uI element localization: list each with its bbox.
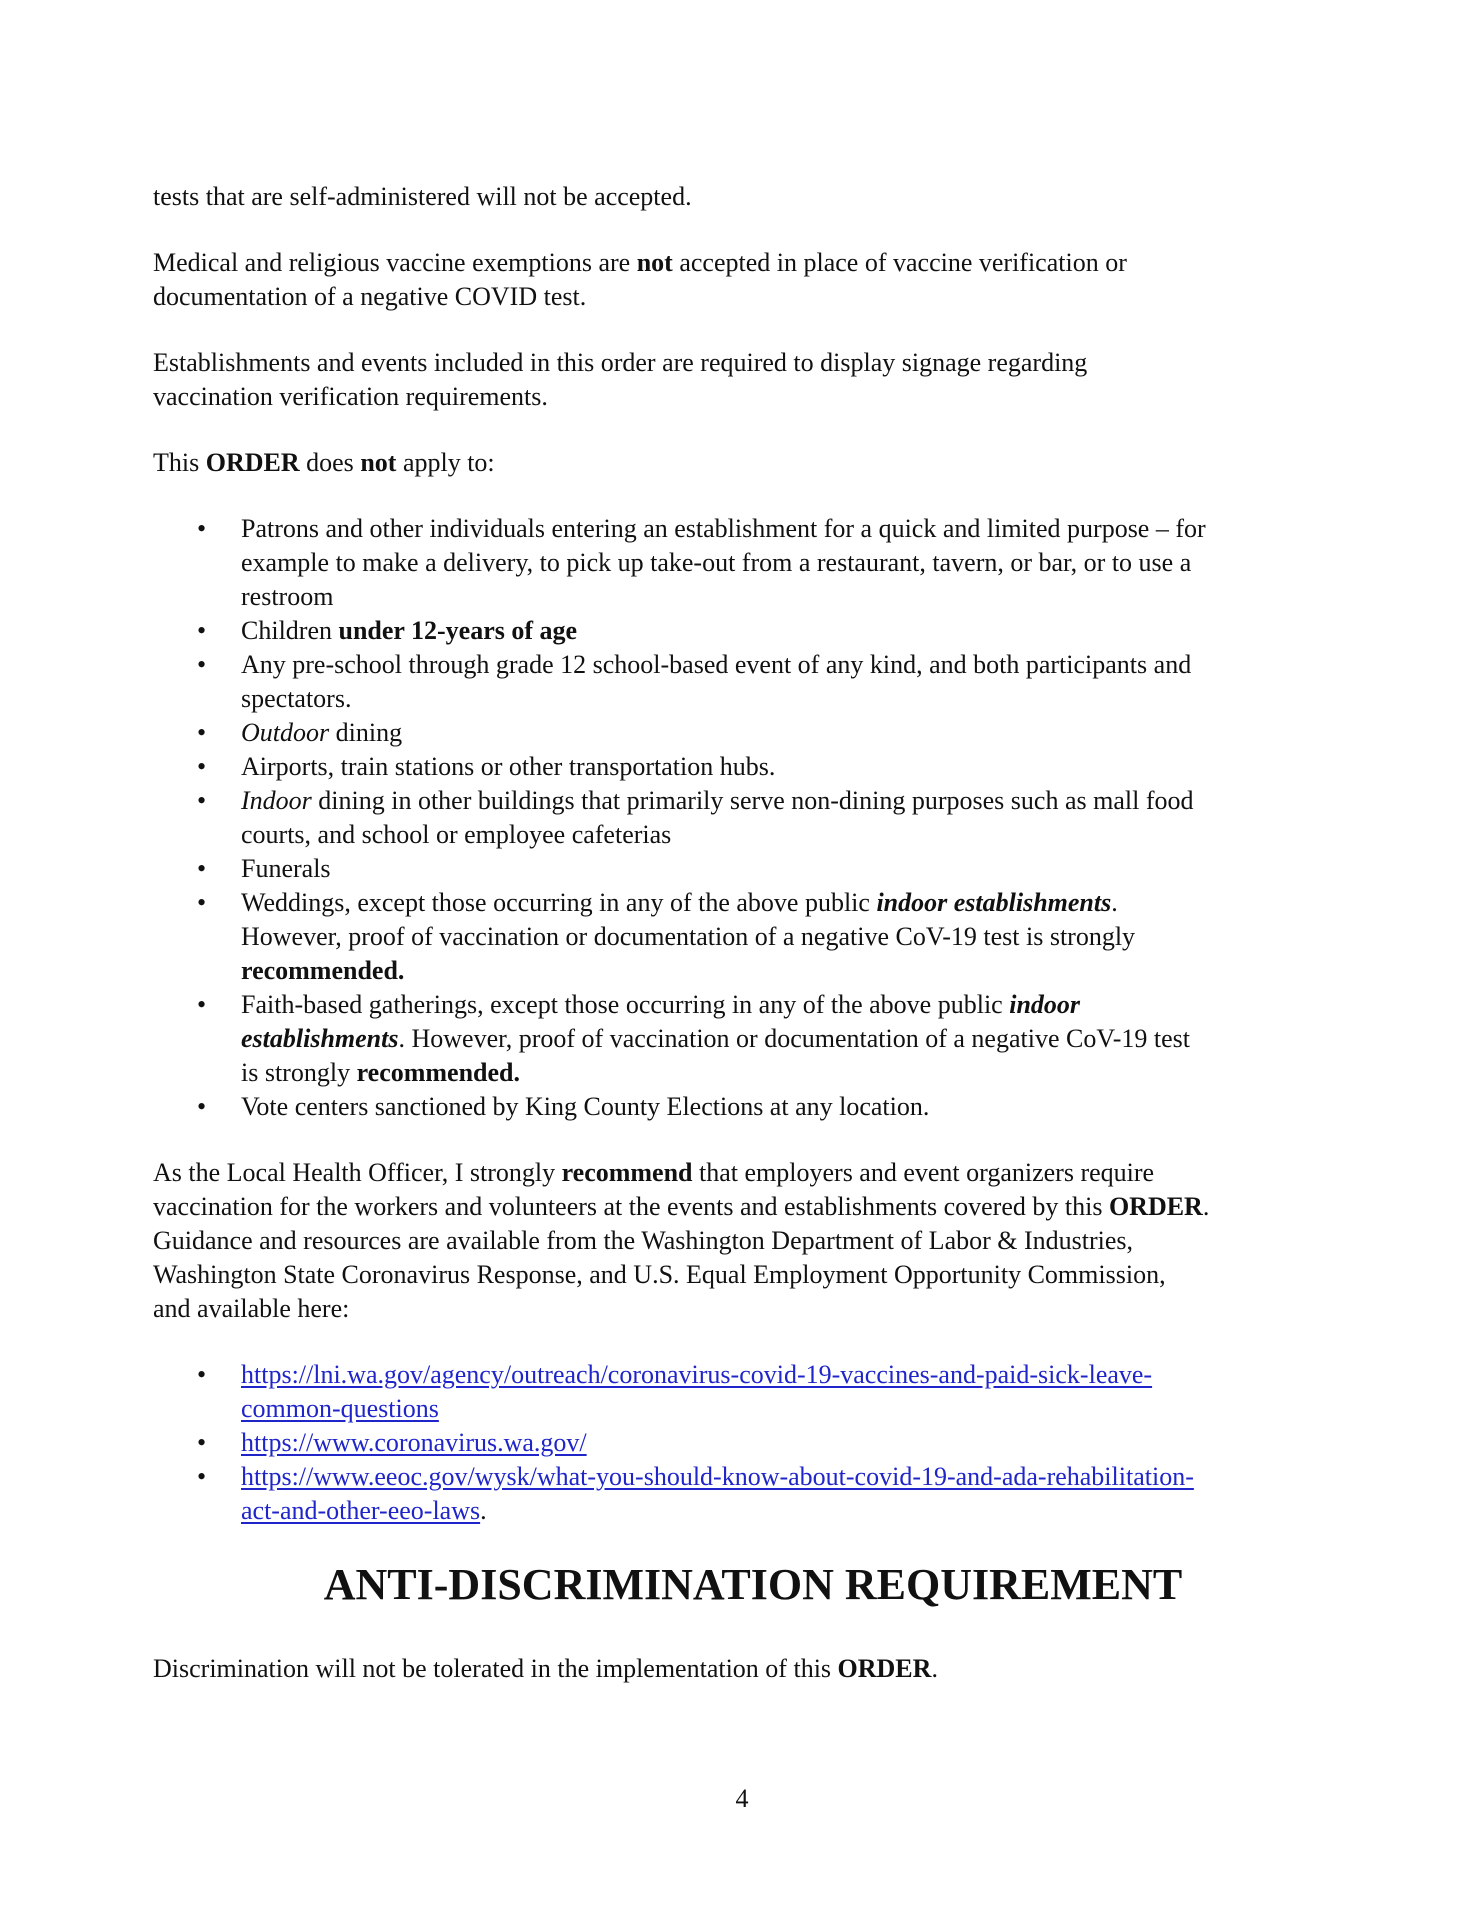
bold-text: recommended. bbox=[356, 1058, 521, 1087]
list-item bbox=[153, 988, 1353, 1090]
link-text: act-and-other-eeo-laws bbox=[241, 1496, 481, 1525]
list-item bbox=[153, 1358, 1353, 1426]
text-span: This bbox=[153, 448, 206, 477]
resource-link-list bbox=[153, 1358, 1353, 1528]
text-span: spectators. bbox=[241, 684, 352, 713]
bold-italic-text: indoor bbox=[1009, 990, 1081, 1019]
bullet-icon: • bbox=[197, 1360, 207, 1389]
bold-italic-text: indoor establishments bbox=[876, 888, 1112, 917]
list-item bbox=[153, 512, 1353, 614]
bold-italic-text: establishments bbox=[241, 1024, 399, 1053]
list-item bbox=[153, 886, 1353, 988]
list-item bbox=[153, 648, 1353, 716]
link-lni-vaccines[interactable] bbox=[241, 1360, 1152, 1423]
text-span: that employers and event organizers require bbox=[692, 1158, 1155, 1187]
text-span: does bbox=[299, 448, 361, 477]
list-item bbox=[153, 750, 1353, 784]
text-span: Weddings, except those occurring in any of the above public bbox=[241, 888, 877, 917]
link-eeoc[interactable] bbox=[241, 1462, 1194, 1525]
bullet-icon: • bbox=[197, 888, 207, 917]
list-item bbox=[153, 1090, 1353, 1124]
text-span: courts, and school or employee cafeterias bbox=[241, 820, 672, 849]
paragraph-discrimination bbox=[153, 1652, 1353, 1686]
link-text: common-questions bbox=[241, 1394, 439, 1423]
bullet-icon: • bbox=[197, 1462, 207, 1491]
text-span: apply to: bbox=[396, 448, 495, 477]
list-item bbox=[153, 1460, 1353, 1528]
bullet-icon: • bbox=[197, 650, 207, 679]
bullet-icon: • bbox=[197, 514, 207, 543]
text-span: However, proof of vaccination or documentation of a negative CoV-19 test is strongly bbox=[241, 922, 1136, 951]
link-text: https://lni.wa.gov/agency/outreach/coronavirus-covid-19-vaccines-and-paid-sick-leave- bbox=[241, 1360, 1153, 1389]
bullet-icon: • bbox=[197, 786, 207, 815]
bullet-icon: • bbox=[197, 616, 207, 645]
text-span: Guidance and resources are available from the Washington Department of Labor & Industries, bbox=[153, 1226, 1134, 1255]
section-heading: ANTI-DISCRIMINATION REQUIREMENT bbox=[323, 1560, 1183, 1609]
paragraph-exemptions-not-accepted bbox=[153, 246, 1353, 314]
link-coronavirus-wa[interactable]: https://www.coronavirus.wa.gov/ bbox=[241, 1428, 587, 1457]
bullet-icon: • bbox=[197, 1428, 207, 1457]
text-span: As the Local Health Officer, I strongly bbox=[153, 1158, 562, 1187]
bullet-icon: • bbox=[197, 718, 207, 747]
text-span: Establishments and events included in this order are required to display signage regarding bbox=[153, 348, 1088, 377]
text-span: Patrons and other individuals entering an establishment for a quick and limited purpose – for bbox=[241, 514, 1206, 543]
text-span: documentation of a negative COVID test. bbox=[153, 282, 587, 311]
text-span: vaccination verification requirements. bbox=[153, 382, 548, 411]
text-span: and available here: bbox=[153, 1294, 350, 1323]
bold-text: under 12-years of age bbox=[338, 616, 578, 645]
exemption-list bbox=[153, 512, 1353, 1124]
text-span: Any pre-school through grade 12 school-based event of any kind, and both participants and bbox=[241, 650, 1192, 679]
list-item bbox=[153, 852, 1353, 886]
text-span: Medical and religious vaccine exemptions are bbox=[153, 248, 637, 277]
paragraph-order-not-apply bbox=[153, 446, 1353, 480]
text-span: example to make a delivery, to pick up take-out from a restaurant, tavern, or bar, or to use a bbox=[241, 548, 1192, 577]
text-span: . bbox=[1202, 1192, 1210, 1221]
list-item bbox=[153, 784, 1353, 852]
text-span: . bbox=[931, 1654, 938, 1683]
text-span: Funerals bbox=[241, 854, 331, 883]
bullet-icon: • bbox=[197, 1092, 207, 1121]
text-span: accepted in place of vaccine verification or bbox=[672, 248, 1127, 277]
list-item bbox=[153, 1426, 1353, 1460]
paragraph-self-administered bbox=[153, 180, 1353, 214]
bold-text: ORDER bbox=[837, 1654, 932, 1683]
text-span: vaccination for the workers and volunteers at the events and establishments covered by this bbox=[153, 1192, 1109, 1221]
page-number: 4 bbox=[735, 1784, 749, 1813]
text-span: dining bbox=[329, 718, 403, 747]
italic-text: Indoor bbox=[241, 786, 312, 815]
bold-text: ORDER bbox=[205, 448, 300, 477]
list-item bbox=[153, 716, 1353, 750]
bold-text: not bbox=[636, 248, 673, 277]
text-span: Faith-based gatherings, except those occurring in any of the above public bbox=[241, 990, 1010, 1019]
page-content bbox=[153, 180, 1353, 1686]
text-span: Vote centers sanctioned by King County Elections at any location. bbox=[241, 1092, 930, 1121]
text-span: Washington State Coronavirus Response, and U.S. Equal Employment Opportunity Commission, bbox=[153, 1260, 1166, 1289]
text-span: is strongly bbox=[241, 1058, 357, 1087]
bullet-icon: • bbox=[197, 752, 207, 781]
bold-text: recommend bbox=[561, 1158, 693, 1187]
text-span: . bbox=[480, 1496, 487, 1525]
bullet-icon: • bbox=[197, 854, 207, 883]
paragraph-recommendation bbox=[153, 1156, 1353, 1326]
text-span: Airports, train stations or other transportation hubs. bbox=[241, 752, 776, 781]
text-span: restroom bbox=[241, 582, 334, 611]
list-item bbox=[153, 614, 1353, 648]
text-span: Children bbox=[241, 616, 339, 645]
text-span: . However, proof of vaccination or documentation of a negative CoV-19 test bbox=[398, 1024, 1190, 1053]
paragraph-signage bbox=[153, 346, 1353, 414]
bold-text: not bbox=[360, 448, 397, 477]
bold-text: recommended. bbox=[241, 956, 405, 985]
italic-text: Outdoor bbox=[241, 718, 330, 747]
text-span: tests that are self-administered will not be accepted. bbox=[153, 182, 692, 211]
text-span: Discrimination will not be tolerated in the implementation of this bbox=[153, 1654, 838, 1683]
text-span: . bbox=[1111, 888, 1118, 917]
link-text: https://www.eeoc.gov/wysk/what-you-should-know-about-covid-19-and-ada-rehabilitation- bbox=[241, 1462, 1194, 1491]
text-span: dining in other buildings that primarily serve non-dining purposes such as mall food bbox=[311, 786, 1194, 815]
bullet-icon: • bbox=[197, 990, 207, 1019]
bold-text: ORDER bbox=[1108, 1192, 1203, 1221]
